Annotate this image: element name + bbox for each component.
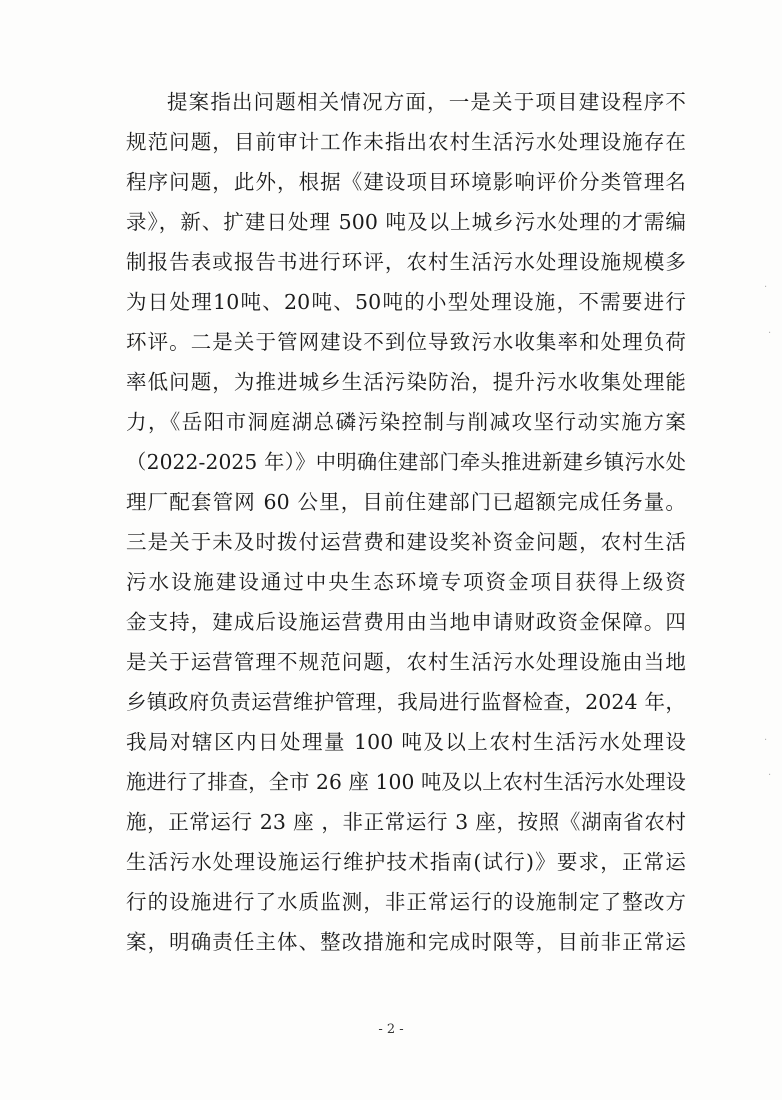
text-line: 理厂配套管网 60 公里，目前住建部门已超额完成任务量。 — [126, 490, 686, 514]
text-line: 提案指出问题相关情况方面，一是关于项目建设程序不 — [167, 90, 686, 114]
text-line: 金支持，建成后设施运营费用由当地申请财政资金保障。四 — [126, 610, 686, 634]
text-line: 为日处理10吨、20吨、50吨的小型处理设施，不需要进行 — [126, 290, 686, 314]
text-line: （2022-2025 年）》中明确住建部门牵头推进新建乡镇污水处 — [126, 450, 686, 474]
scan-speck: · — [768, 770, 772, 781]
text-line: 施进行了排查，全市 26 座 100 吨及以上农村生活污水处理设 — [126, 770, 686, 794]
text-line: 规范问题，目前审计工作未指出农村生活污水处理设施存在 — [126, 130, 686, 154]
text-line: 制报告表或报告书进行环评，农村生活污水处理设施规模多 — [126, 250, 686, 274]
text-line: 我局对辖区内日处理量 100 吨及以上农村生活污水处理设 — [126, 730, 686, 754]
page-number: - 2 - — [378, 1022, 404, 1037]
text-line: 施，正常运行 23 座 ，非正常运行 3 座，按照《湖南省农村 — [126, 810, 686, 834]
scan-speck: · — [764, 735, 768, 746]
text-line: 程序问题，此外，根据《建设项目环境影响评价分类管理名 — [126, 170, 686, 194]
text-line: 力，《岳阳市洞庭湖总磷污染控制与削减攻坚行动实施方案 — [126, 410, 686, 434]
text-line: 行的设施进行了水质监测，非正常运行的设施制定了整改方 — [126, 890, 686, 914]
text-line: 是关于运营管理不规范问题，农村生活污水处理设施由当地 — [126, 650, 686, 674]
text-line: 污水设施建设通过中央生态环境专项资金项目获得上级资 — [126, 570, 686, 594]
text-line: 三是关于未及时拨付运营费和建设奖补资金问题，农村生活 — [126, 530, 686, 554]
scan-speck: · — [768, 328, 772, 339]
text-line: 环评。二是关于管网建设不到位导致污水收集率和处理负荷 — [126, 330, 686, 354]
body-text — [126, 82, 686, 962]
text-line: 录》，新、扩建日处理 500 吨及以上城乡污水处理的才需编 — [126, 210, 686, 234]
scan-speck: · — [764, 282, 768, 293]
text-line: 生活污水处理设施运行维护技术指南(试行)》要求，正常运 — [126, 850, 686, 874]
text-line: 乡镇政府负责运营维护管理，我局进行监督检查，2024 年， — [126, 690, 686, 714]
text-line: 率低问题，为推进城乡生活污染防治，提升污水收集处理能 — [126, 370, 686, 394]
text-line: 案，明确责任主体、整改措施和完成时限等，目前非正常运 — [126, 930, 686, 954]
